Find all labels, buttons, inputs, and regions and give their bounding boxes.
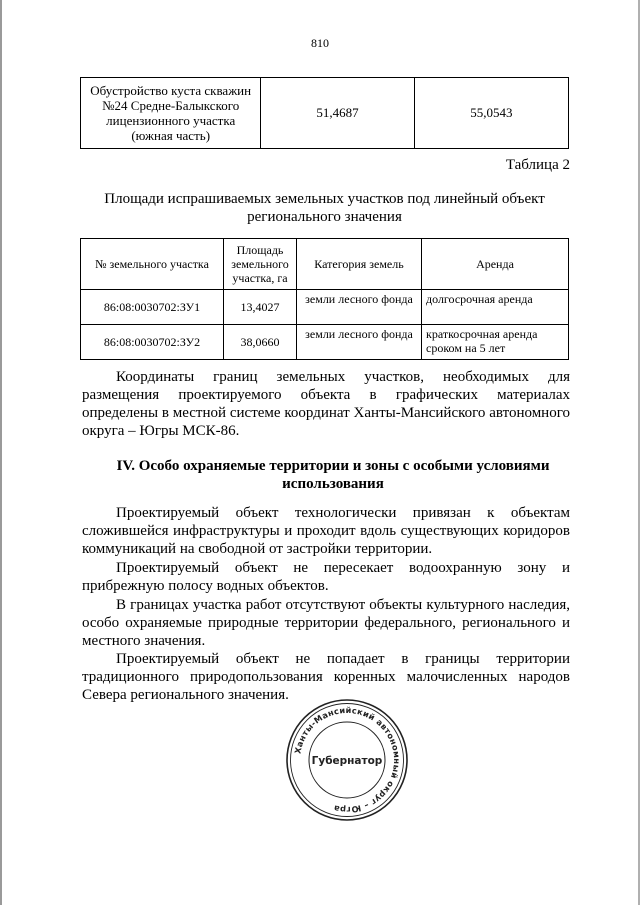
land-plots-table xyxy=(80,238,569,360)
table-caption: Таблица 2 xyxy=(505,157,570,173)
table-row xyxy=(81,78,569,149)
table-cell-lease: краткосрочная аренда сроком на 5 лет xyxy=(422,325,569,360)
scan-edge-left xyxy=(0,0,2,905)
page-number: 810 xyxy=(311,36,329,50)
table-cell-area: 38,0660 xyxy=(224,325,297,360)
table-cell-land-category: земли лесного фонда xyxy=(297,325,422,360)
table-cell-plot-number: 86:08:0030702:ЗУ1 xyxy=(81,290,224,325)
table-title: Площади испрашиваемых земельных участков под линейный объект регионального значения xyxy=(104,191,545,225)
table-row xyxy=(81,325,569,360)
table-cell-lease: долгосрочная аренда xyxy=(422,290,569,325)
continued-table xyxy=(80,77,569,149)
table-header-row xyxy=(81,239,569,290)
paragraph-cultural-heritage: В границах участка работ отсутствуют объекты культурного наследия, особо охраняемые природные территории федерального, регионального и местного значения. xyxy=(82,597,570,649)
paragraph-infrastructure: Проектируемый объект технологически привязан к объектам сложившейся инфраструктуры и проходит вдоль существующих коридоров коммуникаций на свободной от застройки территории. xyxy=(82,505,570,557)
column-header-land-category: Категория земель xyxy=(297,239,422,290)
table-row xyxy=(81,290,569,325)
table-cell-plot-number: 86:08:0030702:ЗУ2 xyxy=(81,325,224,360)
coordinates-paragraph: Координаты границ земельных участков, необходимых для размещения проектируемого объекта в графических материалах определены в местной системе координат Ханты-Мансийского автономного округа – Югры МСК-86. xyxy=(82,369,570,439)
table-cell-area-2: 55,0543 xyxy=(414,78,568,149)
seal-center-text: Губернатор xyxy=(311,755,383,767)
paragraph-water-zone: Проектируемый объект не пересекает водоохранную зону и прибрежную полосу водных объектов. xyxy=(82,560,570,594)
column-header-lease: Аренда xyxy=(422,239,569,290)
table-cell-object: Обустройство куста скважин №24 Средне-Балыкского лицензионного участка (южная часть) xyxy=(81,78,261,149)
table-cell-area-1: 51,4687 xyxy=(261,78,414,149)
paragraph-traditional-land-use: Проектируемый объект не попадает в границы территории традиционного природопользования коренных малочисленных народов Севера регионального значения. xyxy=(82,651,570,703)
governor-seal-stamp xyxy=(284,697,410,823)
section-heading: IV. Особо охраняемые территории и зоны с особыми условиями использования xyxy=(116,458,550,492)
table-cell-area: 13,4027 xyxy=(224,290,297,325)
column-header-plot-number: № земельного участка xyxy=(81,239,224,290)
table-cell-land-category: земли лесного фонда xyxy=(297,290,422,325)
seal-ring-text: Ханты-Мансийский автономный округ – Югра xyxy=(292,704,403,816)
column-header-area: Площадь земельного участка, га xyxy=(224,239,297,290)
